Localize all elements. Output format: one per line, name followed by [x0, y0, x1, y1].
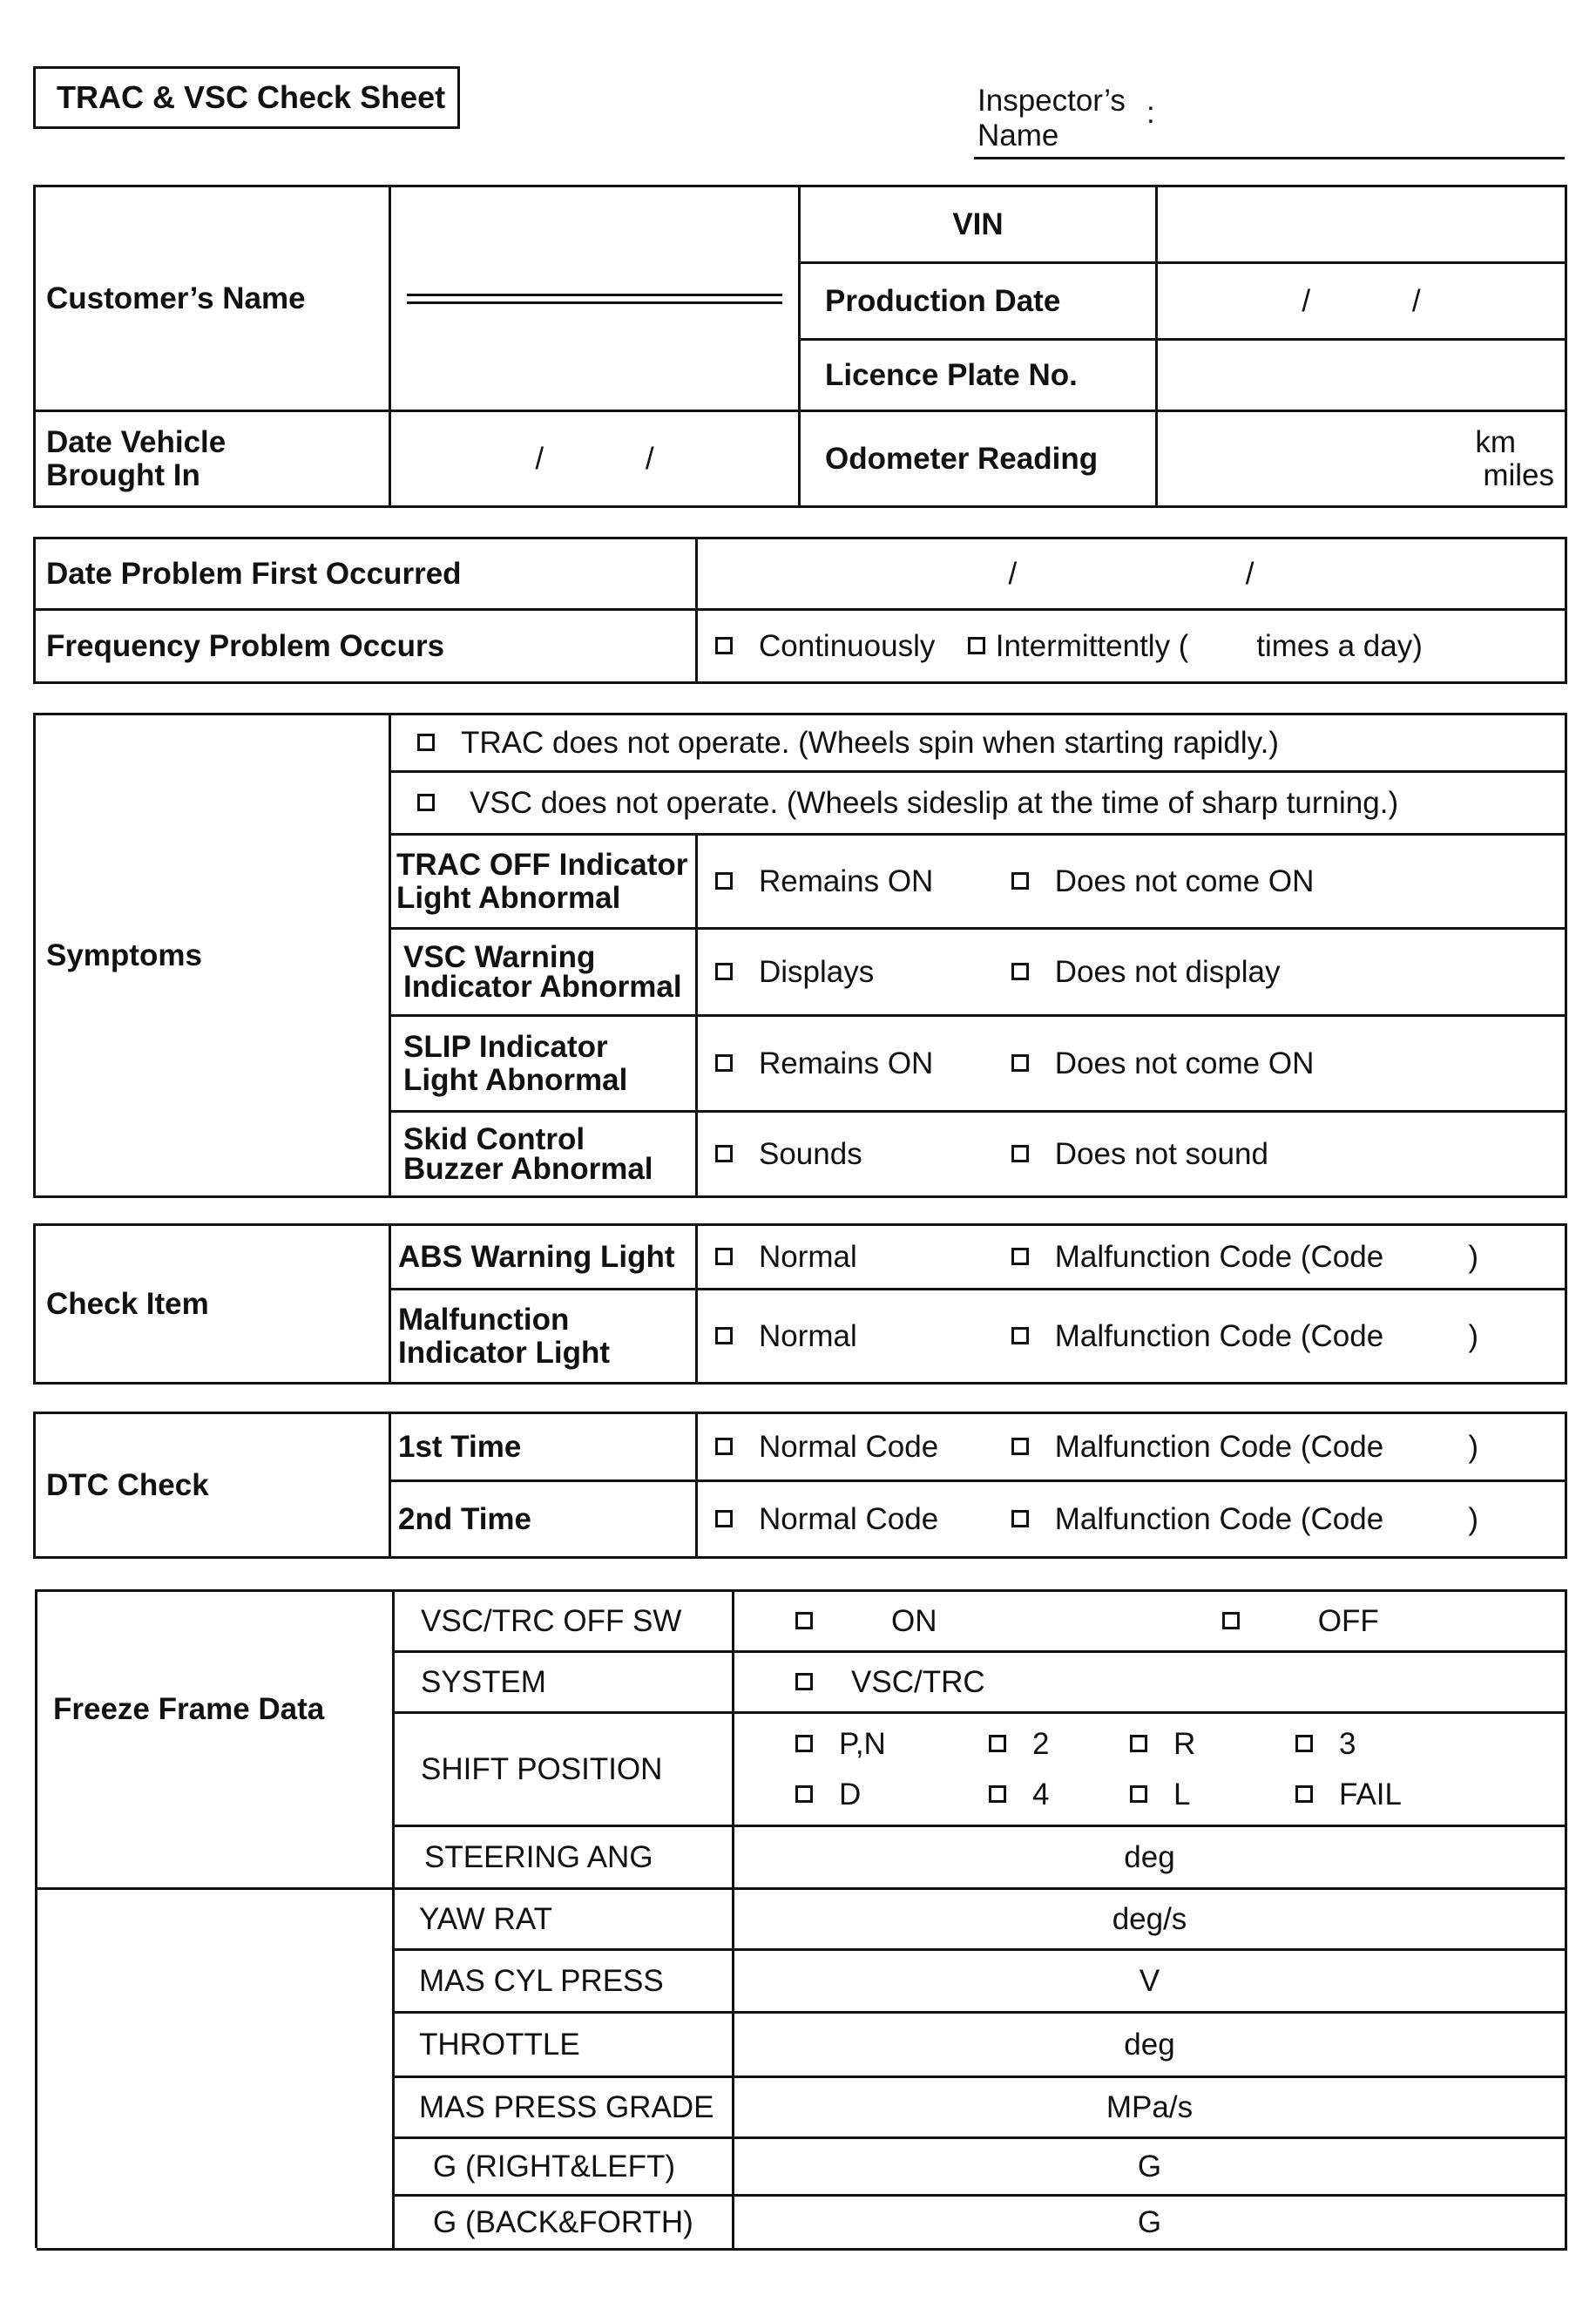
checkbox-intermittently[interactable]: [968, 637, 985, 654]
mas-press-grade-label: MAS PRESS GRADE: [394, 2077, 734, 2138]
shift-option-r: R: [1173, 1726, 1196, 1761]
odometer-label: Odometer Reading: [800, 411, 1157, 507]
throttle-field[interactable]: [734, 2013, 1566, 2077]
checkbox-abs-malfunction[interactable]: [1011, 1248, 1029, 1265]
date-first-occurred-field[interactable]: / /: [697, 538, 1566, 610]
g-rl-unit: G: [1137, 2149, 1162, 2184]
option-malfunction-code: Malfunction Code (Code ): [1054, 1429, 1479, 1464]
steering-unit: deg: [1124, 1839, 1175, 1874]
licence-plate-field[interactable]: [1157, 340, 1566, 411]
steering-ang-field[interactable]: [734, 1826, 1566, 1889]
mas-cyl-unit: V: [1139, 1963, 1160, 1998]
dtc-check-table: [33, 1412, 1567, 1559]
vsc-not-operate-text: VSC does not operate. (Wheels sideslip at the time of sharp turning.): [470, 785, 1399, 820]
shift-option-fail: FAIL: [1339, 1777, 1402, 1811]
checkbox-shift-3[interactable]: [1295, 1735, 1313, 1752]
production-date-label: Production Date: [800, 263, 1157, 340]
shift-option-l: L: [1173, 1777, 1191, 1811]
option-malfunction-code: Malfunction Code (Code ): [1054, 1239, 1479, 1274]
odometer-unit-km: km: [1475, 424, 1516, 459]
check-item-label: Check Item: [35, 1225, 390, 1384]
steering-ang-label: STEERING ANG: [394, 1826, 734, 1889]
checkbox-system-vsc-trc[interactable]: [795, 1673, 813, 1690]
checkbox-sw-on[interactable]: [795, 1612, 813, 1629]
date-brought-in-field[interactable]: / /: [390, 411, 800, 507]
checkbox-shift-2[interactable]: [989, 1735, 1006, 1752]
option-displays: Displays: [759, 954, 875, 989]
frequency-continuously: Continuously: [759, 628, 936, 663]
odometer-unit-miles: miles: [1483, 457, 1554, 492]
yaw-rat-label: YAW RAT: [394, 1889, 734, 1950]
problem-table: [33, 537, 1567, 684]
symptom-label-skid-buzzer: Skid Control Buzzer Abnormal: [390, 1112, 697, 1197]
freeze-frame-label: Freeze Frame Data: [37, 1591, 394, 1889]
checkbox-dtc1-malfunction[interactable]: [1011, 1438, 1029, 1455]
yaw-rat-field[interactable]: [734, 1889, 1566, 1950]
g-bf-unit: G: [1137, 2204, 1162, 2239]
g-right-left-label: G (RIGHT&LEFT): [394, 2138, 734, 2196]
option-remains-on: Remains ON: [759, 1046, 934, 1080]
licence-plate-label: Licence Plate No.: [800, 340, 1157, 411]
g-back-forth-label: G (BACK&FORTH): [394, 2196, 734, 2250]
trac-not-operate-text: TRAC does not operate. (Wheels spin when starting rapidly.): [461, 725, 1279, 760]
date-first-occurred-label: Date Problem First Occurred: [35, 538, 697, 610]
option-does-not-come-on: Does not come ON: [1054, 863, 1315, 898]
checkbox-trac-off-not-on[interactable]: [1011, 872, 1029, 890]
check-item-table: [33, 1223, 1567, 1385]
checkbox-abs-normal[interactable]: [715, 1248, 733, 1265]
g-right-left-field[interactable]: [734, 2138, 1566, 2196]
symptoms-table: [33, 713, 1567, 1198]
customer-name-label: Customer’s Name: [35, 186, 390, 411]
checkbox-dtc1-normal[interactable]: [715, 1438, 733, 1455]
freeze-frame-table: [35, 1589, 1567, 2251]
yaw-unit: deg/s: [1112, 1901, 1187, 1936]
shift-option-pn: P,N: [839, 1726, 886, 1761]
checkbox-dtc2-normal[interactable]: [715, 1510, 733, 1527]
checkbox-vsc-displays[interactable]: [715, 963, 733, 980]
vsc-trc-off-sw-label: VSC/TRC OFF SW: [394, 1591, 734, 1652]
option-does-not-sound: Does not sound: [1054, 1136, 1268, 1171]
throttle-label: THROTTLE: [394, 2013, 734, 2077]
checkbox-shift-r[interactable]: [1130, 1735, 1147, 1752]
checkbox-shift-l[interactable]: [1130, 1785, 1147, 1803]
symptom-label-slip: SLIP Indicator Light Abnormal: [390, 1016, 697, 1112]
date-brought-in-label: Date Vehicle Brought In: [35, 411, 390, 507]
dtc-second-time-label: 2nd Time: [390, 1481, 697, 1558]
checkbox-dtc2-malfunction[interactable]: [1011, 1510, 1029, 1527]
checkbox-shift-4[interactable]: [989, 1785, 1006, 1803]
frequency-label: Frequency Problem Occurs: [35, 610, 697, 683]
option-off: OFF: [1317, 1603, 1379, 1638]
g-back-forth-field[interactable]: [734, 2196, 1566, 2250]
freeze-frame-left-border: [35, 1589, 37, 2248]
checkbox-shift-pn[interactable]: [795, 1735, 813, 1752]
option-on: ON: [891, 1603, 937, 1638]
shift-option-3: 3: [1339, 1726, 1356, 1761]
dtc-first-time-label: 1st Time: [390, 1413, 697, 1481]
frequency-intermittently: Intermittently ( times a day): [995, 628, 1423, 663]
option-normal-code: Normal Code: [759, 1429, 939, 1464]
customer-name-field[interactable]: [390, 186, 800, 411]
checkbox-mil-normal[interactable]: [715, 1327, 733, 1344]
option-sounds: Sounds: [759, 1136, 862, 1171]
checkbox-slip-remains-on[interactable]: [715, 1054, 733, 1072]
checkbox-slip-not-on[interactable]: [1011, 1054, 1029, 1072]
production-date-field[interactable]: / /: [1157, 263, 1566, 340]
checkbox-continuously[interactable]: [715, 637, 733, 654]
option-vsc-trc: VSC/TRC: [851, 1664, 985, 1699]
symptoms-label: Symptoms: [35, 714, 390, 1197]
option-malfunction-code: Malfunction Code (Code ): [1054, 1501, 1479, 1536]
vin-field[interactable]: [1157, 186, 1566, 263]
shift-option-d: D: [839, 1777, 862, 1811]
inspector-name-field[interactable]: [974, 157, 1565, 159]
checkbox-buzzer-sounds[interactable]: [715, 1145, 733, 1162]
inspector-name-label: Inspector’s Name: [977, 84, 1126, 152]
option-does-not-display: Does not display: [1054, 954, 1281, 989]
checkbox-shift-fail[interactable]: [1295, 1785, 1313, 1803]
shift-option-4: 4: [1032, 1777, 1050, 1811]
checkbox-vsc-not-display[interactable]: [1011, 963, 1029, 980]
checkbox-shift-d[interactable]: [795, 1785, 813, 1803]
option-remains-on: Remains ON: [759, 863, 934, 898]
mas-press-grade-unit: MPa/s: [1106, 2089, 1194, 2124]
mas-cyl-press-label: MAS CYL PRESS: [394, 1950, 734, 2013]
dtc-check-label: DTC Check: [35, 1413, 390, 1558]
checkbox-vsc-not-operate[interactable]: [417, 794, 435, 811]
checkbox-buzzer-not-sound[interactable]: [1011, 1145, 1029, 1162]
vin-label: VIN: [800, 186, 1157, 263]
checkbox-mil-malfunction[interactable]: [1011, 1327, 1029, 1344]
symptom-label-trac-off: TRAC OFF Indicator Light Abnormal: [390, 835, 697, 929]
checkbox-sw-off[interactable]: [1222, 1612, 1240, 1629]
sheet-title: TRAC & VSC Check Sheet: [33, 66, 460, 129]
abs-warning-light-label: ABS Warning Light: [390, 1225, 697, 1290]
vehicle-info-table: [33, 185, 1567, 508]
option-malfunction-code: Malfunction Code (Code ): [1054, 1318, 1479, 1353]
checkbox-trac-not-operate[interactable]: [417, 734, 435, 751]
checkbox-trac-off-remains-on[interactable]: [715, 872, 733, 890]
option-normal: Normal: [759, 1239, 857, 1274]
shift-position-label: SHIFT POSITION: [394, 1713, 734, 1826]
throttle-unit: deg: [1124, 2027, 1175, 2062]
symptom-label-vsc-warning: VSC Warning Indicator Abnormal: [390, 929, 697, 1016]
system-label: SYSTEM: [394, 1652, 734, 1713]
odometer-field[interactable]: [1157, 411, 1566, 507]
double-underline: [407, 294, 782, 304]
mas-press-grade-field[interactable]: [734, 2077, 1566, 2138]
option-does-not-come-on: Does not come ON: [1054, 1046, 1315, 1080]
option-normal: Normal: [759, 1318, 857, 1353]
mil-label: Malfunction Indicator Light: [390, 1290, 697, 1384]
mas-cyl-press-field[interactable]: [734, 1950, 1566, 2013]
inspector-colon: :: [1146, 96, 1155, 130]
option-normal-code: Normal Code: [759, 1501, 939, 1536]
shift-option-2: 2: [1032, 1726, 1050, 1761]
